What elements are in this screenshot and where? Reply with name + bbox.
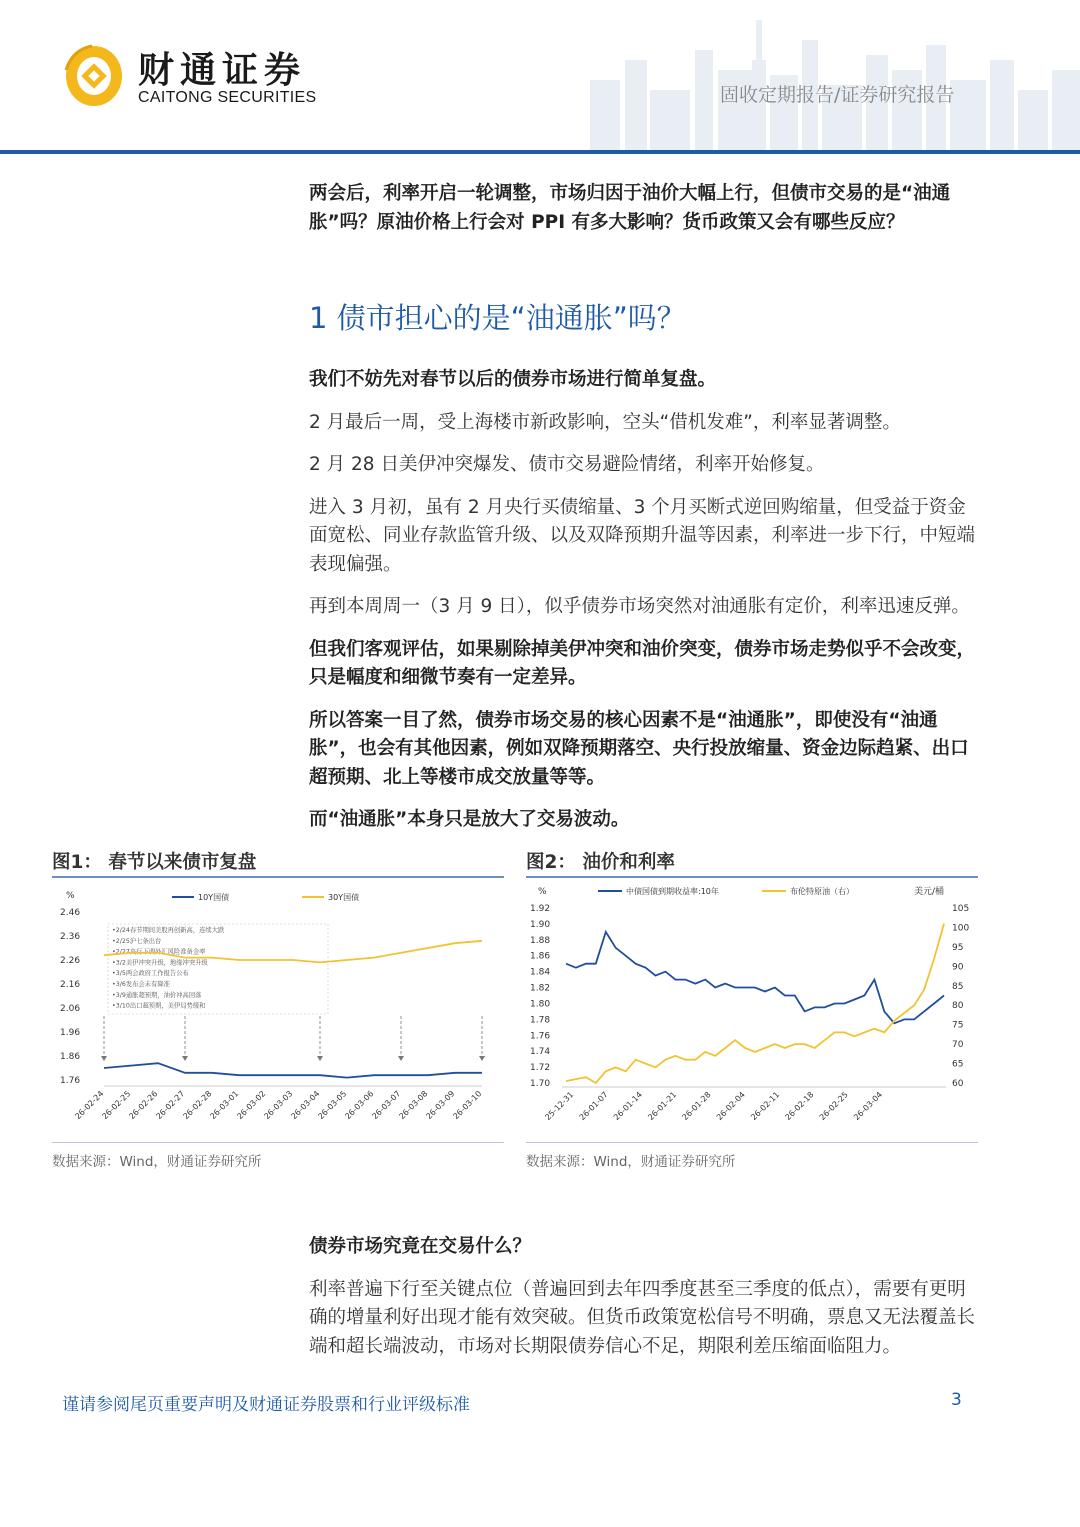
x-tick-label: 26-02-28	[181, 1089, 214, 1122]
series-line-中债国债到期收益率:10年	[566, 932, 944, 1023]
y-tick-label: 1.96	[60, 1028, 81, 1038]
annotation-text: •3/6发布会未有降准	[112, 981, 170, 988]
x-tick-label: 26-02-25	[817, 1090, 850, 1123]
y-tick-label: 1.90	[530, 919, 551, 930]
annotation-text: •2/25沪七条出台	[112, 937, 162, 945]
y-tick-label: 1.78	[530, 1015, 551, 1026]
y-tick-label: 1.92	[530, 904, 551, 914]
y-tick-label: 1.82	[530, 983, 551, 994]
legend-label: 布伦特原油（右）	[790, 887, 854, 896]
series-line-布伦特原油（右）	[566, 924, 944, 1083]
figure-2-caption: 油价和利率	[582, 852, 675, 873]
x-tick-label: 26-03-02	[235, 1089, 268, 1122]
legend-label: 30Y国债	[328, 893, 360, 902]
event-marker-arrow	[398, 1056, 404, 1061]
event-marker-arrow	[479, 1056, 485, 1061]
paragraph-1: 我们不妨先对春节以后的债券市场进行简单复盘。	[309, 369, 717, 390]
y-tick-label: 1.76	[530, 1031, 551, 1042]
x-tick-label: 26-03-05	[316, 1089, 349, 1122]
x-tick-label: 26-03-10	[451, 1089, 484, 1122]
x-tick-label: 26-01-28	[680, 1090, 713, 1123]
intro-block	[309, 180, 981, 237]
section-2-question: 债券市场究竟在交易什么？	[309, 1236, 532, 1257]
paragraph-7: 所以答案一目了然，债券市场交易的核心因素不是“油通胀”，即使没有“油通胀”，也会有其他因素，例如双降预期落空、央行投放缩量、资金边际趋紧、出口超预期、北上等楼市成交放量等等。	[309, 709, 969, 788]
section-1-title: 1 债市担心的是“油通胀”吗？	[309, 301, 686, 335]
figure-2-source: 数据来源：Wind，财通证券研究所	[526, 1154, 736, 1170]
event-marker-arrow	[101, 1056, 107, 1061]
page-number: 3	[951, 1390, 962, 1410]
event-marker-arrow	[182, 1056, 188, 1061]
x-tick-label: 26-03-06	[343, 1089, 376, 1122]
x-tick-label: 26-03-01	[208, 1089, 241, 1122]
figure-1-caption: 春节以来债市复盘	[108, 852, 257, 873]
x-tick-label: 26-03-04	[852, 1090, 885, 1123]
y2-axis-unit: 美元/桶	[914, 887, 945, 897]
y-tick-label: 2.46	[60, 908, 81, 918]
x-tick-label: 26-03-03	[262, 1089, 295, 1122]
figure-1-label: 图1：	[52, 852, 102, 873]
section-2-paragraph: 利率普遍下行至关键点位（普遍回到去年四季度甚至三季度的低点），需要有更明确的增量利好出现才能有效突破。但货币政策宽松信号不明确，票息又无法覆盖长端和超长端波动，市场对长期限债券信心不足，期限利差压缩面临阻力。	[309, 1278, 976, 1357]
figure-2-chart	[526, 880, 978, 1138]
x-tick-label: 26-02-04	[714, 1090, 747, 1123]
y-axis-unit: %	[66, 891, 75, 901]
figure-1-source: 数据来源：Wind，财通证券研究所	[52, 1154, 262, 1170]
x-tick-label: 26-01-21	[646, 1090, 679, 1123]
figure-2-label: 图2：	[526, 852, 576, 873]
legend-label: 中债国债到期收益率:10年	[626, 887, 719, 896]
x-tick-label: 26-03-08	[397, 1089, 430, 1122]
annotation-text: •3/9通胀超预期，油价冲高回落	[112, 991, 202, 999]
y-tick-label: 1.70	[530, 1079, 551, 1089]
x-tick-label: 26-02-11	[749, 1090, 782, 1123]
y-tick-label: 2.36	[60, 932, 81, 942]
series-line-10Y国债	[104, 1063, 482, 1077]
y-tick-label: 1.86	[60, 1052, 81, 1062]
y-tick-label: 1.76	[60, 1076, 81, 1086]
x-tick-label: 26-01-07	[577, 1090, 610, 1123]
intro-paragraph: 两会后，利率开启一轮调整，市场归因于油价大幅上行，但债市交易的是“油通胀”吗？原油价格上行会对 PPI 有多大影响？货币政策又会有哪些反应？	[309, 183, 951, 233]
figure-1-title	[52, 848, 256, 874]
y2-tick-label: 75	[952, 1020, 964, 1031]
x-tick-label: 26-02-24	[73, 1089, 106, 1122]
figure-1-chart	[52, 880, 504, 1138]
annotation-text: •3/10出口超预期，美伊局势缓和	[112, 1002, 206, 1010]
x-tick-label: 26-02-25	[100, 1089, 133, 1122]
x-tick-label: 26-02-18	[783, 1090, 816, 1123]
paragraph-6: 但我们客观评估，如果剔除掉美伊冲突和油价突变，债券市场走势似乎不会改变，只是幅度和细微节奏有一定差异。	[309, 638, 976, 688]
y-tick-label: 1.84	[530, 967, 551, 978]
y2-tick-label: 60	[952, 1079, 964, 1089]
y-axis-unit: %	[538, 887, 547, 897]
annotation-text: •3/2美伊冲突升级，地缘冲突升级	[112, 959, 208, 967]
section-1-body	[309, 366, 981, 835]
y-tick-label: 1.86	[530, 951, 551, 962]
y-tick-label: 2.16	[60, 980, 81, 990]
annotation-text: •3/5两会政府工作报告公布	[112, 970, 189, 978]
y2-tick-label: 90	[952, 962, 964, 973]
paragraph-8: 而“油通胀”本身只是放大了交易波动。	[309, 809, 630, 830]
legend-label: 10Y国债	[198, 893, 230, 902]
section-2-body	[309, 1233, 981, 1361]
x-tick-label: 26-02-27	[154, 1089, 187, 1122]
x-tick-label: 26-03-07	[370, 1089, 403, 1122]
paragraph-3: 2 月 28 日美伊冲突爆发、债市交易避险情绪，利率开始修复。	[309, 454, 825, 475]
city-skyline-graphic	[440, 0, 1080, 150]
y-tick-label: 1.72	[530, 1063, 551, 1074]
figure-1-bottom-rule	[52, 1142, 504, 1143]
annotation-text: •2/24春节期间美股再创新高，连续大跌	[112, 927, 225, 934]
y-tick-label: 1.80	[530, 999, 551, 1010]
paragraph-4: 进入 3 月初，虽有 2 月央行买债缩量、3 个月买断式逆回购缩量，但受益于资金面宽松、同业存款监管升级、以及双降预期升温等因素，利率进一步下行，中短端表现偏强。	[309, 496, 976, 575]
x-tick-label: 25-12-31	[543, 1090, 576, 1123]
y2-tick-label: 95	[952, 942, 964, 953]
report-header	[0, 0, 1080, 156]
figure-1-top-rule	[52, 876, 504, 878]
footer-disclaimer-link[interactable]: 谨请参阅尾页重要声明及财通证券股票和行业评级标准	[62, 1395, 470, 1415]
event-marker-arrow	[317, 1056, 323, 1061]
y2-tick-label: 65	[952, 1059, 964, 1070]
x-tick-label: 26-02-26	[127, 1089, 160, 1122]
y-tick-label: 2.26	[60, 956, 81, 966]
y-tick-label: 1.88	[530, 935, 551, 946]
brand-name-cn: 财通证券	[138, 49, 307, 91]
y2-tick-label: 80	[952, 1001, 964, 1012]
y2-tick-label: 70	[952, 1040, 964, 1051]
figure-2-title	[526, 848, 675, 874]
x-tick-label: 26-01-14	[611, 1090, 645, 1123]
caitong-logo-icon	[62, 40, 142, 112]
paragraph-2: 2 月最后一周，受上海楼市新政影响，空头“借机发难”，利率显著调整。	[309, 411, 901, 433]
annotation-text: •2/27央行下调外汇风险准备金率	[112, 948, 206, 956]
y-tick-label: 1.74	[530, 1047, 551, 1058]
figure-2-top-rule	[526, 876, 978, 878]
y-tick-label: 2.06	[60, 1004, 81, 1014]
y2-tick-label: 100	[952, 923, 970, 934]
header-rule	[0, 150, 1080, 154]
x-tick-label: 26-03-04	[289, 1089, 322, 1122]
brand-name-en: CAITONG SECURITIES	[138, 89, 317, 106]
y2-tick-label: 105	[952, 904, 970, 914]
report-type-label: 固收定期报告/证券研究报告	[720, 84, 955, 106]
paragraph-5: 再到本周周一（3 月 9 日），似乎债券市场突然对油通胀有定价，利率迅速反弹。	[309, 596, 970, 617]
y2-tick-label: 85	[952, 981, 964, 992]
x-tick-label: 26-03-09	[424, 1089, 457, 1122]
figure-2-bottom-rule	[526, 1142, 978, 1143]
